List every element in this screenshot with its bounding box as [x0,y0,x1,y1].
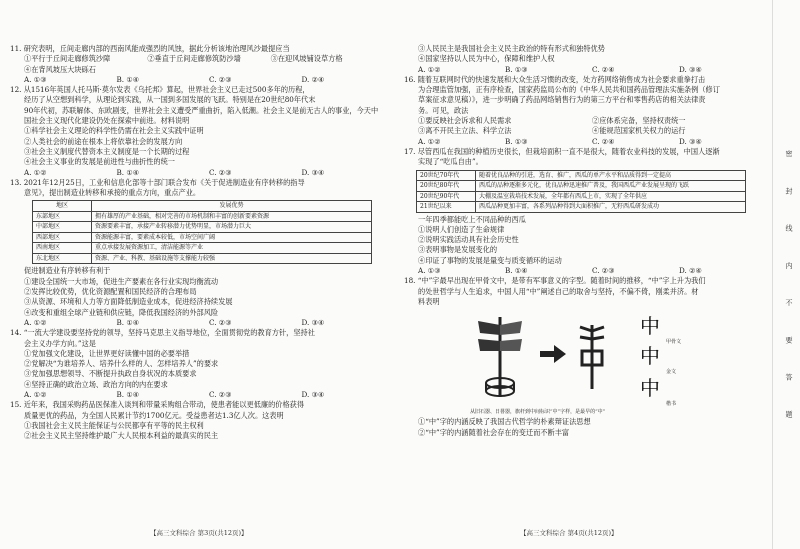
flag-pole-drawing [478,317,522,397]
answer-choice: A. ①③ [24,74,47,84]
answer-choice: B. ①③ [505,64,528,74]
script-label: 金文 [666,369,677,376]
answer-choice: C. ②③ [209,74,232,84]
statement-option: ①要反映社会诉求和人民需求 [418,116,512,126]
question-11 [10,44,394,85]
answer-choice: D. ②④ [679,266,702,276]
statement-option: ②发挥比较优势，优化资源配置和国民经济的合理布局 [24,287,197,297]
answer-choice: B. ①④ [116,390,140,400]
answer-choice: C. ②④ [592,136,615,146]
answer-choice: B. ①④ [116,74,140,84]
table-cell: 西南地区 [33,243,92,254]
answer-choice: C. ②③ [209,167,232,177]
statement-option: ②社会主义民主坚持维护最广大人民根本利益的最真实的民主 [24,431,219,441]
zhong-evolution-illustration [470,311,690,415]
question-stem: 草案征求意见稿）》，进一步明确了药品网络销售行为的第三方平台和零售药店的相关法律责 [418,95,706,105]
script-variants [640,314,660,400]
statement-option: ②应体系完备，坚持权责统一 [592,116,686,126]
question-14 [10,328,394,400]
answer-choices [10,318,394,328]
statement-option: ④坚持正确的政治立场、政治方向的内在要求 [24,379,168,389]
question-stem: 的处世哲学与人生追求，中国人用“中”阐述自己的取舍与坚持，不偏不倚，刚柔并济。材 [418,286,699,296]
table-cell: 西瓜的品种逐渐多元化，优良品种迅速推广普及，我国西瓜产业发展呈现的飞跃 [476,181,746,192]
table-header: 地区 [33,201,92,212]
question-stem: 90年代初，苏联解体、东欧剧变，世界社会主义遭受严重曲折，陷入低潮。社会主义是前无古人的事业，今天中 [24,105,379,115]
answer-choices [404,65,766,75]
answer-choice: B. ①③ [505,136,528,146]
table-header: 发展优势 [92,201,372,212]
question-stem: 为合理监管加强，正有序检查，国家药监局公布的《中华人民共和国药品管理法实施条例（修订 [418,85,720,95]
statement-option: ②“中”字的内涵随着社会存在的变迁而不断丰富 [418,427,570,437]
table-cell: 东部地区 [33,211,92,222]
question-stem: 17. 尽管西瓜在我国的种植历史很长，但栽培面积一直不是很大，随着农业科技的发展，中国人逐渐 [404,146,720,156]
script-label: 甲骨文 [666,339,682,346]
question-stem: 经历了从空想到科学，从理论到实践，从一国到多国发展的飞跃。特别是在20世纪80年代末 [24,95,316,105]
svg-text:中: 中 [640,314,660,339]
question-stem: 14. “一流大学建设要坚持党的领导，坚持马克思主义指导地位，全面贯彻党的教育方针，坚持社 [10,328,315,338]
oracle-glyph-drawing [580,325,604,389]
question-17 [404,147,766,276]
table-row [417,170,746,181]
question-stem: 11. 研究表明，丘间走廊内部的西南风能成强烈的风蚀，据此分析该地治理风沙最提应当 [10,44,290,53]
question-stem: 料表明 [418,296,440,306]
table-cell: 中部地区 [33,222,92,233]
answer-choices [404,266,766,276]
answer-choice: A. ①② [418,64,441,74]
table-row [33,211,372,222]
table-cell: 拥有雄厚的产业基础，相对完善的市场机制和丰富的创新要素资源 [92,211,372,222]
answer-choice: D. ③④ [679,136,702,146]
answer-choice: B. ①④ [116,317,140,327]
right-column [404,44,766,438]
zhong-character-figure [404,311,766,415]
question-16 [404,75,766,147]
answer-choice: C. ②④ [592,64,615,74]
table-cell: 20世纪70年代 [417,170,476,181]
question-stem: 18. “中”字最早出现在甲骨文中，是带有军事意义的字型。随着时间的推移，“中”字上升为我们 [404,276,706,286]
table-row [33,232,372,243]
statement-option: ③在迎风坡铺设草方格 [270,54,343,64]
question-15-continued [404,44,766,75]
table-cell: 西瓜品种更加丰富，各系列品种得到大面积推广，无籽西瓜研发成功 [476,202,746,213]
answer-choices [10,390,394,400]
answer-choice: A. ①② [418,136,441,146]
table-row [33,243,372,254]
question-stem: 意见》，提出制造业转移和承接的重点方向，重点产业。 [24,188,201,198]
table-cell: 随着优良品种的引进，选育、推广，西瓜的单产水平和品质得到一定提高 [476,170,746,181]
figure-caption: 从旧石器、日晷器，旗杆到中间标识“中”字样，是最早的“中” [470,409,606,416]
statement-option: ①平行于丘间走廊修筑沙障 [24,54,111,64]
table-cell: 20世纪90年代 [417,191,476,202]
question-stem: 会主义办学方向。”这是 [24,338,96,348]
answer-choice: A. ①② [24,317,47,327]
answer-choice: B. ①④ [116,167,140,177]
question-12 [10,85,394,178]
question-stem: 一年四季都能吃上不同品种的西瓜 [418,214,526,224]
table-cell: 西部地区 [33,232,92,243]
answer-choices [10,75,394,85]
table-cell: 资源、产业、科教、基础设施等支撑能力较强 [92,253,372,264]
table-header-row [33,201,372,212]
statement-option: ④改变和重组全球产业链和供应链，降低我国经济的外部风险 [24,307,219,317]
answer-choice: C. ②③ [209,317,232,327]
table-cell: 资源能源丰富，要素成本较低，市场空间广阔 [92,232,372,243]
answer-choice: D. ③④ [679,64,702,74]
question-stem: 质量更优的药品，为全国人民累计节约1700亿元。受益患者达1.3亿人次。这表明 [24,410,284,420]
answer-choices [10,168,394,178]
question-stem: 12. 从1516年英国人托马斯·莫尔发表《乌托邦》算起，世界社会主义已走过500多年的历程， [10,85,310,95]
question-stem: 促进制造业有序转移有利于 [24,266,111,276]
arrow-icon [540,345,566,363]
statement-option: ①说明人们创造了生命规律 [418,224,505,234]
statement-option: ③离不开民主立法、科学立法 [418,126,512,136]
answer-choice: D. ②④ [301,74,325,84]
statement-option: ④印证了事物的发展是量变与质变循环的运动 [418,255,562,265]
table-cell: 重点承接发展资源加工，清洁能源等产业 [92,243,372,254]
question-18 [404,276,766,437]
statement-option: ②说明实践活动具有社会历史性 [418,235,519,245]
statement-option: ③党加强思想领导、不断提升执政自身状况的本质要求 [24,369,197,379]
question-stem: 15. 近年来，我国采购药品医保准入谈判和带量采购组合带动，使患者能以更低廉的价格获得 [10,400,305,410]
question-stem: 国社会主义现代化建设仍处在探索中前进。材料说明 [24,116,190,126]
table-row [417,202,746,213]
table-cell: 大棚及温室栽培技术发展，全年都有西瓜上市，实现了全年供应 [476,191,746,202]
question-stem: 实现了“吃瓜自由”。 [418,157,483,167]
statement-option: ①党加强文化建设，让世界更好读懂中国的必要举措 [24,348,190,358]
statement-option: ③表明事物是发展变化的 [418,245,498,255]
statement-option: ④在背风坡压大块砾石 [24,64,96,74]
statement-option: ①建设全国统一大市场，促进生产要素在各行业实现均衡流动 [24,276,219,286]
answer-choice: A. ①② [24,167,47,177]
watermelon-table [416,170,746,213]
statement-option: ③人民民主是我国社会主义民主政治的特有形式和独特优势 [418,44,605,53]
statement-option: ④社会主义事业的发展是前进性与曲折性的统一 [24,157,175,167]
statement-option: ④国家坚持以人民为中心，保障和维护人权 [418,54,555,64]
answer-choice: B. ①④ [505,266,528,276]
answer-choice: C. ②③ [209,390,232,400]
left-column [10,44,394,442]
question-stem: 16. 随着互联网时代的快速发展和大众生活习惯的改变，处方药网络销售成为社会要求重拳打击 [404,74,706,84]
statement-option: ②人类社会的前途在根本上将依靠社会的发展方向 [24,136,183,146]
question-15 [10,400,394,441]
seal-line-notice: 密 封 线 内 不 要 答 题 [785,150,793,432]
question-stem: 务。可见，政法 [418,105,469,115]
statement-option: ①科学社会主义理论的科学性仍需在社会主义实践中证明 [24,126,204,136]
answer-choice: D. ③④ [301,317,325,327]
answer-choice: A. ①③ [418,266,441,276]
answer-choice: D. ③④ [301,167,325,177]
table-row [417,191,746,202]
answer-choice: A. ①② [24,390,47,400]
statement-option: ②垂直于丘间走廊修筑防沙墙 [147,54,241,64]
svg-text:中: 中 [640,344,660,369]
answer-choice: D. ③④ [301,390,325,400]
table-row [417,181,746,192]
table-cell: 20世纪80年代 [417,181,476,192]
question-13 [10,178,394,328]
statement-option: ③从资源、环境和人力等方面降低制造业成本，促进经济持续发展 [24,297,233,307]
answer-choice: C. ②③ [592,266,615,276]
table-cell: 资源要素丰富，承接产业转移潜力优势明显，市场潜力巨大 [92,222,372,233]
table-cell: 东北地区 [33,253,92,264]
page-footer-right: 【高三文科综合 第4页(共12页)】 [520,529,618,537]
table-cell: 21世纪以来 [417,202,476,213]
statement-option: ①“中”字的内涵反映了我国古代哲学的朴素辩证法思想 [418,417,591,427]
question-stem: 13. 2021年12月25日，工业和信息化部等十部门联合发布《关于促进制造业有序转移的指导 [10,177,305,187]
statement-option: ③社会主义制度代替资本主义制度是一个长期的过程 [24,146,190,156]
binding-edge-line [772,0,773,549]
svg-text:中: 中 [640,376,660,401]
table-row [33,253,372,264]
statement-option: ②党解决“为谁培养人、培养什么样的人、怎样培养人”的要求 [24,359,219,369]
region-table [32,200,372,264]
statement-option: ①我国社会主义民主能保证与公民都享有平等的民主权利 [24,420,204,430]
table-row [33,222,372,233]
statement-option: ④能规范国家机关权力的运行 [592,126,686,136]
page-footer-left: 【高三文科综合 第3页(共12页)】 [150,529,248,537]
script-label: 楷书 [666,401,677,408]
answer-choices [404,137,766,147]
